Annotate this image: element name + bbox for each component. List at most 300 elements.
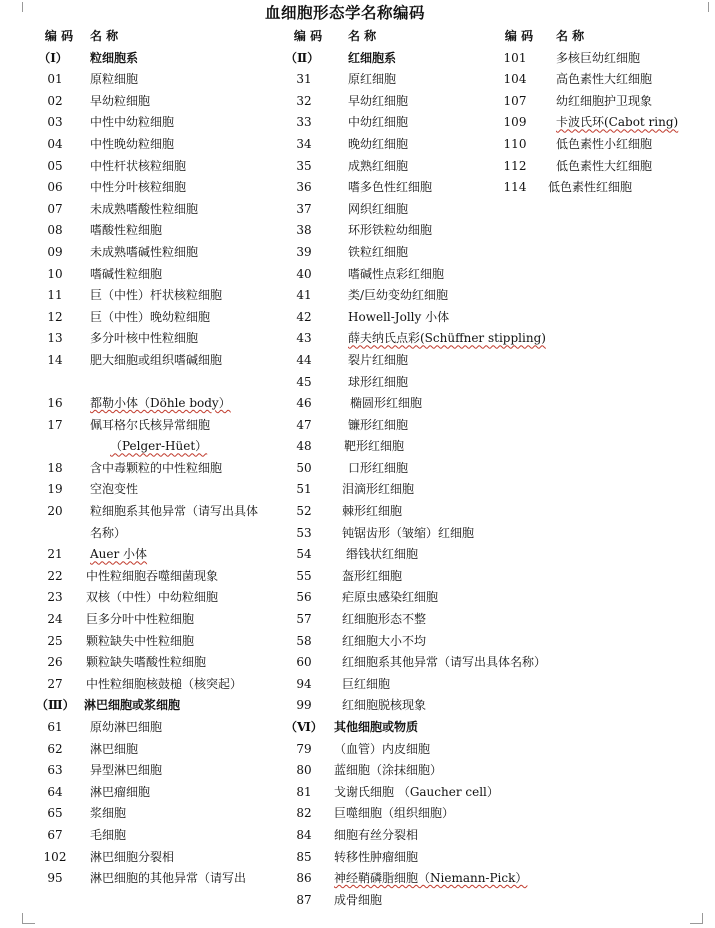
column-header <box>40 26 290 48</box>
name-text: 中性粒细胞核鼓槌（核突起） <box>86 676 243 691</box>
name-cell <box>90 760 162 782</box>
code-cell: 07 <box>47 201 63 216</box>
name-text: 网织红细胞 <box>348 201 409 216</box>
name-cell <box>90 26 118 48</box>
name-text: （Pelger-Hüet） <box>110 439 208 454</box>
name-cell <box>348 199 408 221</box>
name-text: 未成熟嗜酸性粒细胞 <box>90 201 199 216</box>
name-text: 名称） <box>90 525 127 540</box>
name-text: 红细胞脱核现象 <box>342 698 427 713</box>
code-cell: 110 <box>503 136 527 151</box>
code-row <box>40 242 290 264</box>
name-cell <box>90 328 198 350</box>
name-cell <box>90 177 186 199</box>
code-cell: 55 <box>296 568 312 583</box>
name-cell <box>90 458 222 480</box>
code-row <box>289 890 569 912</box>
name-cell <box>110 436 207 458</box>
name-text: 原幼淋巴细胞 <box>90 720 163 734</box>
code-row <box>40 328 290 350</box>
code-cell: （Ⅵ） <box>285 720 323 734</box>
name-cell <box>342 652 546 674</box>
code-cell: 107 <box>503 93 527 108</box>
code-row <box>40 825 290 847</box>
name-text: 含中毒颗粒的中性粒细胞 <box>90 460 223 475</box>
code-cell: 64 <box>47 784 63 799</box>
code-row <box>289 436 569 458</box>
code-cell: 25 <box>47 633 63 648</box>
code-cell: 39 <box>296 244 312 259</box>
name-cell <box>334 847 418 869</box>
code-cell: 36 <box>296 180 312 195</box>
name-text: 嗜碱性粒细胞 <box>90 266 163 281</box>
name-cell <box>90 307 210 329</box>
code-cell: 18 <box>47 460 63 475</box>
name-cell <box>346 544 418 566</box>
code-row <box>40 393 290 415</box>
name-text: 戈谢氏细胞 （Gaucher cell） <box>334 784 499 799</box>
name-cell <box>348 285 448 307</box>
code-row <box>40 803 290 825</box>
name-text: 泪滴形红细胞 <box>342 482 415 497</box>
code-row <box>40 307 290 329</box>
name-cell <box>348 177 432 199</box>
name-text: 原粒细胞 <box>90 72 139 87</box>
name-cell <box>90 393 231 415</box>
code-cell: 46 <box>296 396 312 411</box>
name-text: 未成熟嗜碱性粒细胞 <box>90 244 199 259</box>
name-cell <box>90 415 210 437</box>
code-row <box>289 587 569 609</box>
code-row <box>289 652 569 674</box>
name-cell <box>90 134 174 156</box>
code-row <box>40 544 290 566</box>
code-row <box>40 372 290 394</box>
name-text: 都勒小体（Döhle body） <box>90 396 231 411</box>
name-cell <box>334 825 418 847</box>
code-row <box>289 458 569 480</box>
code-cell: 65 <box>47 806 63 821</box>
name-text: 淋巴细胞或浆细胞 <box>84 698 181 713</box>
code-cell: 11 <box>47 288 63 303</box>
code-cell: 14 <box>47 352 63 367</box>
name-text: 早幼红细胞 <box>348 93 409 108</box>
section-heading <box>36 695 290 717</box>
name-cell <box>90 544 147 566</box>
name-cell <box>90 91 150 113</box>
code-cell: 85 <box>296 849 312 864</box>
name-text: 多核巨幼红细胞 <box>556 50 641 65</box>
name-cell <box>90 739 138 761</box>
code-cell: 82 <box>296 806 312 821</box>
code-cell: 104 <box>503 72 527 87</box>
name-text: 巨（中性）晚幼粒细胞 <box>90 309 211 324</box>
name-text: 红细胞大小不均 <box>342 633 427 648</box>
code-cell: 54 <box>296 547 312 562</box>
name-text: 双核（中性）中幼粒细胞 <box>86 590 219 605</box>
name-cell <box>90 523 126 545</box>
name-text: 转移性肿瘤细胞 <box>334 849 419 864</box>
name-text: 巨多分叶中性粒细胞 <box>86 612 195 627</box>
code-row <box>289 695 569 717</box>
code-cell: 20 <box>47 504 63 519</box>
name-cell <box>348 134 408 156</box>
name-text: 镰形红细胞 <box>348 417 409 432</box>
name-cell <box>342 674 390 696</box>
name-cell <box>348 48 396 70</box>
name-text: 中性分叶核粒细胞 <box>90 180 187 195</box>
name-text: 低色素性小红细胞 <box>556 136 653 151</box>
name-cell <box>90 199 198 221</box>
name-cell <box>348 415 408 437</box>
code-row <box>40 264 290 286</box>
code-cell: 03 <box>47 115 63 130</box>
code-row <box>40 652 290 674</box>
code-row <box>500 112 700 134</box>
name-cell <box>348 156 408 178</box>
code-cell: 34 <box>296 136 312 151</box>
code-cell: 35 <box>296 158 312 173</box>
name-text: 巨红细胞 <box>342 676 391 691</box>
code-row <box>289 242 569 264</box>
code-cell: 17 <box>47 417 63 432</box>
code-cell: 10 <box>47 266 63 281</box>
code-cell: 57 <box>296 612 312 627</box>
name-cell <box>90 847 174 869</box>
name-cell <box>86 631 194 653</box>
code-cell: 13 <box>47 331 63 346</box>
code-cell: 26 <box>47 655 63 670</box>
code-cell: 43 <box>296 331 312 346</box>
name-text: 毛细胞 <box>90 827 127 842</box>
name-text: 淋巴细胞 <box>90 741 139 756</box>
code-row <box>289 544 569 566</box>
code-cell: 编 码 <box>293 29 323 43</box>
name-cell <box>556 112 678 134</box>
code-row <box>289 674 569 696</box>
name-cell <box>90 868 246 890</box>
code-cell: 19 <box>47 482 63 497</box>
name-cell <box>90 479 138 501</box>
code-row <box>500 69 700 91</box>
name-cell <box>86 587 218 609</box>
code-cell: 112 <box>503 158 527 173</box>
name-text: 薛夫纳氏点彩(Schüffner stippling) <box>348 331 546 346</box>
code-cell: （Ⅰ） <box>38 50 68 65</box>
code-row <box>40 112 290 134</box>
name-text: 成骨细胞 <box>334 892 383 907</box>
code-row <box>289 782 569 804</box>
name-cell <box>334 717 418 739</box>
name-cell <box>344 436 404 458</box>
name-text: 卡波氏环(Cabot ring) <box>556 115 679 130</box>
code-cell: 08 <box>47 223 63 238</box>
name-text: 中性晚幼粒细胞 <box>90 136 175 151</box>
name-text: 中性中幼粒细胞 <box>90 115 175 130</box>
name-text: 口形红细胞 <box>348 460 409 475</box>
name-cell <box>348 307 449 329</box>
code-cell: 23 <box>47 590 63 605</box>
code-row <box>289 199 569 221</box>
code-cell: 37 <box>296 201 312 216</box>
name-cell <box>556 134 652 156</box>
code-cell: 27 <box>47 676 63 691</box>
name-cell <box>556 69 652 91</box>
name-cell <box>348 220 432 242</box>
name-cell <box>342 479 414 501</box>
name-cell <box>90 242 198 264</box>
code-cell: 87 <box>296 892 312 907</box>
code-cell: 48 <box>296 439 312 454</box>
code-cell: 05 <box>47 158 63 173</box>
name-cell <box>348 112 408 134</box>
code-cell: 12 <box>47 309 63 324</box>
code-cell: 44 <box>296 352 312 367</box>
name-text: 颗粒缺失嗜酸性粒细胞 <box>86 655 207 670</box>
name-cell <box>90 285 222 307</box>
name-cell <box>350 393 422 415</box>
code-cell: 56 <box>296 590 312 605</box>
name-text: （血管）内皮细胞 <box>334 741 431 756</box>
name-cell <box>556 156 652 178</box>
code-row <box>289 479 569 501</box>
code-cell: 02 <box>47 93 63 108</box>
code-row <box>40 220 290 242</box>
code-row <box>289 328 569 350</box>
code-row <box>40 631 290 653</box>
name-text: 缗钱状红细胞 <box>346 547 419 562</box>
code-cell: 编 码 <box>44 29 74 43</box>
name-text: 低色素性大红细胞 <box>556 158 653 173</box>
code-cell: 99 <box>296 698 312 713</box>
code-row <box>289 350 569 372</box>
name-cell <box>348 458 408 480</box>
name-cell <box>348 264 444 286</box>
code-cell: 42 <box>296 309 312 324</box>
code-cell: 79 <box>296 741 312 756</box>
name-text: 空泡变性 <box>90 482 139 497</box>
name-cell <box>84 695 180 717</box>
code-row <box>289 220 569 242</box>
code-cell: 53 <box>296 525 312 540</box>
code-cell: 06 <box>47 180 63 195</box>
code-cell: 80 <box>296 763 312 778</box>
name-text: 颗粒缺失中性粒细胞 <box>86 633 195 648</box>
name-cell <box>86 609 194 631</box>
name-text: 名 称 <box>348 29 377 43</box>
name-text: Auer 小体 <box>90 547 148 562</box>
code-cell: 86 <box>296 871 312 886</box>
name-cell <box>90 220 162 242</box>
code-cell: 101 <box>503 50 527 65</box>
code-row <box>500 177 700 199</box>
name-text: 细胞有丝分裂相 <box>334 827 419 842</box>
code-row <box>289 739 569 761</box>
name-cell <box>342 501 402 523</box>
name-cell <box>90 48 138 70</box>
code-row <box>500 91 700 113</box>
code-row <box>40 501 290 523</box>
name-text: 棘形红细胞 <box>342 504 403 519</box>
code-cell: 95 <box>47 871 63 886</box>
name-cell <box>348 328 546 350</box>
name-cell <box>334 782 499 804</box>
name-text: 早幼粒细胞 <box>90 93 151 108</box>
name-text: 嗜多色性红细胞 <box>348 180 433 195</box>
code-row <box>40 134 290 156</box>
name-cell <box>334 739 430 761</box>
code-row <box>289 868 569 890</box>
name-cell <box>90 717 162 739</box>
name-text: 红细胞系 <box>348 50 397 65</box>
code-cell: 31 <box>296 72 312 87</box>
name-text: 佩耳格尔氏核异常细胞 <box>90 417 211 432</box>
code-cell: 102 <box>43 849 67 864</box>
page-corner-mark <box>690 913 703 924</box>
code-row <box>289 285 569 307</box>
name-cell <box>556 48 640 70</box>
code-row <box>289 523 569 545</box>
name-cell <box>342 523 474 545</box>
code-cell: 41 <box>296 288 312 303</box>
name-cell <box>334 868 527 890</box>
code-cell: 63 <box>47 763 63 778</box>
name-cell <box>348 372 408 394</box>
name-text: 幼红细胞护卫现象 <box>556 93 653 108</box>
name-cell <box>86 674 242 696</box>
code-row <box>40 868 290 890</box>
code-cell: （Ⅱ） <box>285 50 320 65</box>
name-text: 名 称 <box>90 29 119 43</box>
name-cell <box>90 350 222 372</box>
code-row <box>40 523 290 545</box>
name-text: 浆细胞 <box>90 806 127 821</box>
name-text: 盔形红细胞 <box>342 568 403 583</box>
name-text: 神经鞘磷脂细胞（Niemann-Pick） <box>334 871 528 886</box>
name-cell <box>334 890 382 912</box>
name-cell <box>556 91 652 113</box>
name-text: 蓝细胞（涂抹细胞） <box>334 763 443 778</box>
name-cell <box>90 501 258 523</box>
name-text: 嗜酸性粒细胞 <box>90 223 163 238</box>
code-row <box>40 199 290 221</box>
name-text: 高色素性大红细胞 <box>556 72 653 87</box>
code-row <box>40 91 290 113</box>
code-row <box>289 825 569 847</box>
name-cell <box>548 177 632 199</box>
name-cell <box>90 112 174 134</box>
name-cell <box>334 760 442 782</box>
name-text: 淋巴瘤细胞 <box>90 784 151 799</box>
code-row <box>40 609 290 631</box>
name-cell <box>556 26 584 48</box>
code-row <box>40 674 290 696</box>
name-text: 晚幼红细胞 <box>348 136 409 151</box>
name-cell <box>90 156 186 178</box>
code-row <box>289 264 569 286</box>
column-erythrocyte-extra <box>500 26 700 199</box>
code-row <box>40 415 290 437</box>
code-cell: 62 <box>47 741 63 756</box>
code-row <box>500 156 700 178</box>
name-text: 巨噬细胞（组织细胞） <box>334 806 455 821</box>
name-text: 嗜碱性点彩红细胞 <box>348 266 445 281</box>
name-cell <box>90 782 150 804</box>
name-text: 淋巴细胞分裂相 <box>90 849 175 864</box>
code-cell: 04 <box>47 136 63 151</box>
code-cell: 109 <box>503 115 527 130</box>
name-cell <box>348 69 396 91</box>
name-text: 成熟红细胞 <box>348 158 409 173</box>
name-cell <box>90 69 138 91</box>
code-row <box>289 609 569 631</box>
code-row <box>500 134 700 156</box>
code-cell: 24 <box>47 612 63 627</box>
name-cell <box>342 631 426 653</box>
name-text: 名 称 <box>556 29 585 43</box>
name-text: 粒细胞系 <box>90 50 139 65</box>
code-row <box>40 847 290 869</box>
name-text: 粒细胞系其他异常（请写出具体 <box>90 504 259 519</box>
code-cell: 38 <box>296 223 312 238</box>
code-cell: 32 <box>296 93 312 108</box>
code-cell: 50 <box>296 460 312 475</box>
name-cell <box>342 566 402 588</box>
name-text: 原红细胞 <box>348 72 397 87</box>
name-cell <box>334 803 454 825</box>
code-row <box>289 501 569 523</box>
code-row <box>40 285 290 307</box>
code-row <box>289 307 569 329</box>
code-cell: 81 <box>296 784 312 799</box>
code-row <box>289 847 569 869</box>
name-text: 红细胞系其他异常（请写出具体名称） <box>342 655 547 670</box>
name-cell <box>90 264 162 286</box>
code-cell: 52 <box>296 504 312 519</box>
code-row <box>40 566 290 588</box>
code-row <box>40 587 290 609</box>
code-row <box>289 415 569 437</box>
code-row <box>289 566 569 588</box>
name-cell <box>342 695 426 717</box>
code-row <box>40 177 290 199</box>
name-cell <box>86 566 218 588</box>
name-cell <box>90 825 126 847</box>
name-cell <box>342 587 438 609</box>
name-cell <box>342 609 426 631</box>
code-row <box>40 156 290 178</box>
code-row <box>40 350 290 372</box>
code-cell: 51 <box>296 482 312 497</box>
code-cell: 58 <box>296 633 312 648</box>
name-text: 铁粒红细胞 <box>348 244 409 259</box>
name-text: 异型淋巴细胞 <box>90 763 163 778</box>
name-text: 靶形红细胞 <box>344 439 405 454</box>
name-cell <box>348 26 376 48</box>
code-row <box>40 760 290 782</box>
code-cell: 编 码 <box>504 29 534 43</box>
name-cell <box>348 350 408 372</box>
column-granulocyte-lymphocyte <box>36 26 290 890</box>
name-cell <box>86 652 206 674</box>
name-text: 中幼红细胞 <box>348 115 409 130</box>
code-cell: 84 <box>296 827 312 842</box>
name-text: 环形铁粒幼细胞 <box>348 223 433 238</box>
code-cell: 21 <box>47 547 63 562</box>
column-header <box>500 26 700 48</box>
name-text: 巨（中性）杆状核粒细胞 <box>90 288 223 303</box>
code-cell: 45 <box>296 374 312 389</box>
